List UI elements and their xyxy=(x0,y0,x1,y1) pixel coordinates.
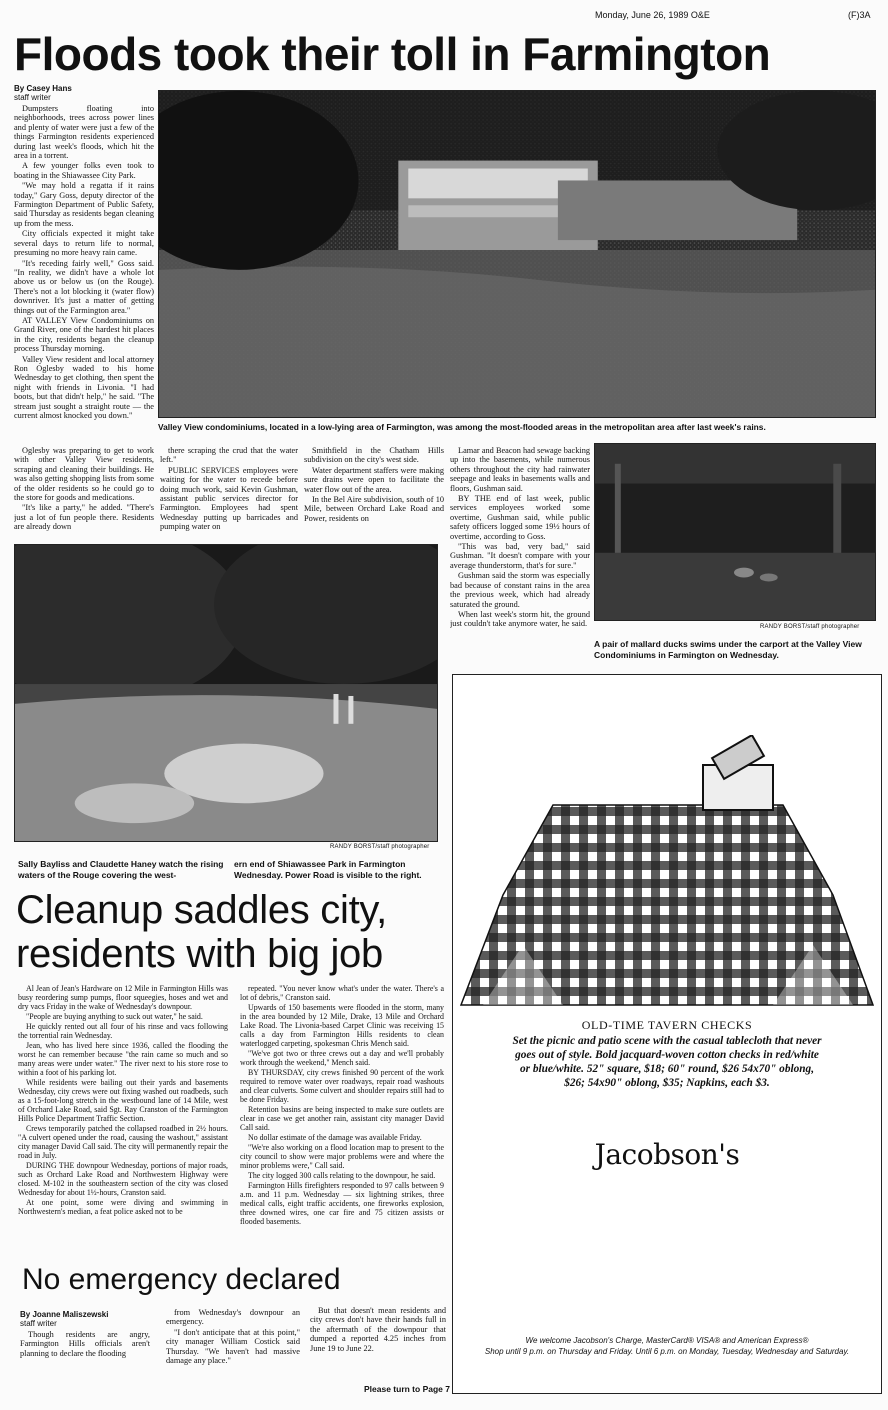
story3-headline: No emergency declared xyxy=(22,1263,341,1296)
paragraph: Valley View resident and local attorney Ron Oglesby waded to his home Wednesday to get clothing, then spent the night with friends in Livonia. "I had boots, but that didn't help," he said. "The stream just sought a straight route — the current almost knocked you down." xyxy=(14,354,154,420)
paragraph: Al Jean of Jean's Hardware on 12 Mile in Farmington Hills was busy reordering sump pumps, floor squeegies, hoses and wet and dry vacs Friday in the wake of Wednesday's downpour. xyxy=(18,984,228,1011)
ad-headline: OLD-TIME TAVERN CHECKS xyxy=(581,1018,753,1032)
paragraph: "I don't anticipate that at this point," city manager William Costick said Thursday. "We haven't had massive damage any place." xyxy=(166,1327,300,1366)
story3-column-2 xyxy=(166,1308,300,1370)
paragraph: from Wednesday's downpour an emergency. xyxy=(166,1308,300,1327)
paragraph: A few younger folks even took to boating in the Shiawassee City Park. xyxy=(14,161,154,180)
paragraph: No dollar estimate of the damage was available Friday. xyxy=(248,1133,422,1142)
jacobsons-logo: Jacobson's xyxy=(594,1138,740,1171)
story1-column-4 xyxy=(450,446,590,664)
paragraph: Oglesby was preparing to get to work with other Valley View residents, scraping and cleaning their buildings. He was also getting shopping lists from some of the older residents so he could go to the store for goods and medications. xyxy=(14,446,154,503)
river-photo-caption-right: ern end of Shiawassee Park in Farmington Wednesday. Power Road is visible to the right. xyxy=(234,859,422,880)
paragraph: Dumpsters floating into neighborhoods, trees across power lines and plenty of water were just a few of the things Farmington residents experienced during last week's floods, which hit the area in a torrent. xyxy=(14,104,154,161)
main-headline: Floods took their toll in Farmington xyxy=(14,28,771,80)
paragraph: BY THURSDAY, city crews finished 90 percent of the work required to remove water over roadways, repair road washouts and clear culverts. Some culvert and shoulder repairs still had to be done Friday. xyxy=(240,1068,444,1104)
story1-byline-role: staff writer xyxy=(14,93,51,102)
paragraph: "It's receding fairly well," Goss said. "In reality, we didn't have a whole lot above us or below us (on the Rouge). There's not a lot blocking it (water flow) downriver. It's just a matter of getting things out of the Farmington area." xyxy=(14,258,154,315)
paragraph: BY THE end of last week, public services employees worked some overtime, Gushman said, while public safety officers logged some 19½ hours of overtime, according to Goss. xyxy=(450,494,590,541)
paragraph: The city logged 300 calls relating to the downpour, he said. xyxy=(248,1171,436,1180)
paragraph: Retention basins are being inspected to make sure outlets are clear in case we get another rain, assistant city manager David Call said. xyxy=(240,1105,444,1132)
ducks-photo-credit: RANDY BORST/staff photographer xyxy=(760,624,860,630)
story3-column-3 xyxy=(310,1306,446,1380)
paragraph: Though residents are angry, Farmington Hills officials aren't planning to declare the flooding xyxy=(20,1330,150,1358)
paragraph: At one point, some were diving and swimming in Northwestern's median, a feat police asked not to be xyxy=(18,1198,228,1216)
paragraph: "We're also working on a flood location map to present to the city council to show were major problems were and where the minor problems were," Call said. xyxy=(240,1143,444,1170)
story1-byline-name: By Casey Hans xyxy=(14,84,72,93)
ad-payment-note: We welcome Jacobson's Charge, MasterCard® VISA® and American Express® xyxy=(525,1336,809,1345)
paragraph: "We may hold a regatta if it rains today," Gary Goss, deputy director of the Farmington Department of Public Safety, said Thursday as residents began cleaning up from the mess. xyxy=(14,181,154,228)
story1-column-1 xyxy=(14,104,154,446)
story3-byline xyxy=(20,1310,108,1328)
folio-page: (F)3A xyxy=(848,10,871,20)
paragraph: Lamar and Beacon had sewage backing up into the basements, while numerous others throughout the city had rainwater seepage and leaks in basements walls and floors, Gushman said. xyxy=(450,446,590,493)
ad-body: Set the picnic and patio scene with the casual tablecloth that never goes out of style. Bold jacquard-woven cotton checks in red/white or blue/white. 52" square, $18; 60" round, $26 54x70" oblong, $26; 54x90" oblong, $35; Napkins, each $3. xyxy=(512,1035,822,1089)
story1-byline xyxy=(14,84,72,102)
paragraph: Gushman said the storm was especially bad because of constant rains in the area the previous week, which had already saturated the ground. xyxy=(450,571,590,609)
story3-byline-name: By Joanne Maliszewski xyxy=(20,1310,109,1319)
paragraph: He quickly rented out all four of his rinse and vacs following the torrential rain Wednesday. xyxy=(18,1022,228,1040)
paragraph: Farmington Hills firefighters responded to 97 calls between 9 a.m. and 11 p.m. Wednesday — six lightning strikes, three medical calls, eight traffic accidents, one fireworks explosion, three downed wires, one car fire and 75 citizen assists or flooded basements. xyxy=(240,1181,444,1226)
ducks-photo xyxy=(594,443,876,621)
paragraph: When last week's storm hit, the ground just couldn't take anymore water, he said. xyxy=(450,609,590,629)
paragraph: In the Bel Aire subdivision, south of 10 Mile, between Orchard Lake Road and Power, residents on xyxy=(304,495,444,523)
ad-hours-note: Shop until 9 p.m. on Thursday and Friday. Until 6 p.m. on Monday, Tuesday, Wednesday and Saturday. xyxy=(484,1347,850,1356)
paragraph: Jean, who has lived here since 1936, called the flooding the worst he can remember because "the rain came so much and so many areas were under water." The river next to his store rose to within a foot of his parking lot. xyxy=(18,1041,228,1077)
paragraph: repeated. "You never know what's under the water. There's a lot of debris," Cranston said. xyxy=(240,984,444,1002)
paragraph: "People are buying anything to suck out water," he said. xyxy=(26,1012,203,1021)
paragraph: PUBLIC SERVICES employees were waiting for the water to recede before doing much work, said Kevin Gushman, assistant public services director for Farmington. Employees had spent Wednesday putting up barricades and pumping water on xyxy=(160,465,298,532)
story3-column-1 xyxy=(20,1330,150,1370)
paragraph: But that doesn't mean residents and city crews don't have their hands full in the aftermath of the downpour that dumped a reported 4.25 inches from June 19 to June 22. xyxy=(310,1306,446,1353)
paragraph: City officials expected it might take several days to return life to normal, presuming no more heavy rain came. xyxy=(14,229,154,258)
story2-column-2 xyxy=(240,984,444,1252)
ducks-photo-caption: A pair of mallard ducks swims under the carport at the Valley View Condominiums in Farmington on Wednesday. xyxy=(594,639,862,660)
story2-column-1 xyxy=(18,984,228,1252)
story3-byline-role: staff writer xyxy=(20,1319,57,1328)
paragraph: there scraping the crud that the water left." xyxy=(160,446,298,465)
flooded-condominiums-image xyxy=(159,91,875,417)
paragraph: Crews temporarily patched the collapsed roadbed in 2½ hours. "A culvert opened under the road, causing the washout," assistant city manager David Call said. The city will permanently repair the road in July. xyxy=(18,1124,228,1160)
mallard-ducks-image xyxy=(595,444,875,620)
paragraph: AT VALLEY View Condominiums on Grand River, one of the hardest hit places in the city, residents began the cleanup process Thursday morning. xyxy=(14,315,154,354)
story1-column-2 xyxy=(160,446,298,538)
main-flood-photo xyxy=(158,90,876,418)
paragraph: Smithfield in the Chatham Hills subdivision on the city's west side. xyxy=(304,446,444,465)
main-photo-caption: Valley View condominiums, located in a low-lying area of Farmington, was among the most-flooded areas in the metropolitan area after last week's rains. xyxy=(158,422,766,432)
rouge-river-image xyxy=(15,545,437,841)
paragraph: "It's like a party," he added. "There's just a lot of fun people there. Residents are already down xyxy=(14,503,154,532)
story2-headline: Cleanup saddles city, residents with big job xyxy=(16,888,387,976)
story1-column-1b xyxy=(14,446,154,538)
river-photo-credit: RANDY BORST/staff photographer xyxy=(330,844,430,850)
paragraph: DURING THE downpour Wednesday, portions of major roads, such as Orchard Lake Road and Northwestern Highway were closed. M-102 in the southeastern section of the city was closed Wednesday for about 1½-hours, Cranston said. xyxy=(18,1161,228,1197)
river-photo-caption-left: Sally Bayliss and Claudette Haney watch the rising waters of the Rouge covering the west- xyxy=(18,859,224,880)
paragraph: "This was bad, very bad," said Gushman. "It doesn't compare with your average thunderstorm, that's for sure." xyxy=(450,542,590,570)
continued-reference: Please turn to Page 7 xyxy=(364,1384,450,1394)
paragraph: Water department staffers were making sure drains were open to facilitate the water flow out of the area. xyxy=(304,465,444,494)
paragraph: While residents were bailing out their yards and basements Wednesday, city crews were out fixing washed out roadbeds, such as a 15-foot-long stretch in the westbound lane of 14 Mile, west of Orchard Lake Road, said Sgt. Ray Cranston of the Farmington Hills Police Department Traffic Section. xyxy=(18,1078,228,1123)
folio-date: Monday, June 26, 1989 O&E xyxy=(595,10,710,20)
story1-column-3 xyxy=(304,446,444,538)
river-photo xyxy=(14,544,438,842)
paragraph: "We've got two or three crews out a day and we'll probably work through the weekend," Mench said. xyxy=(240,1049,444,1067)
paragraph: Upwards of 150 basements were flooded in the storm, many in the area bounded by 12 Mile, Drake, 13 Mile and Orchard Lake Road. The Livonia-based Carpet Clinic was receiving 15 calls a day from Farmington Hills residents to clean waterlogged carpeting, spokesman Chris Mench said. xyxy=(240,1003,444,1048)
